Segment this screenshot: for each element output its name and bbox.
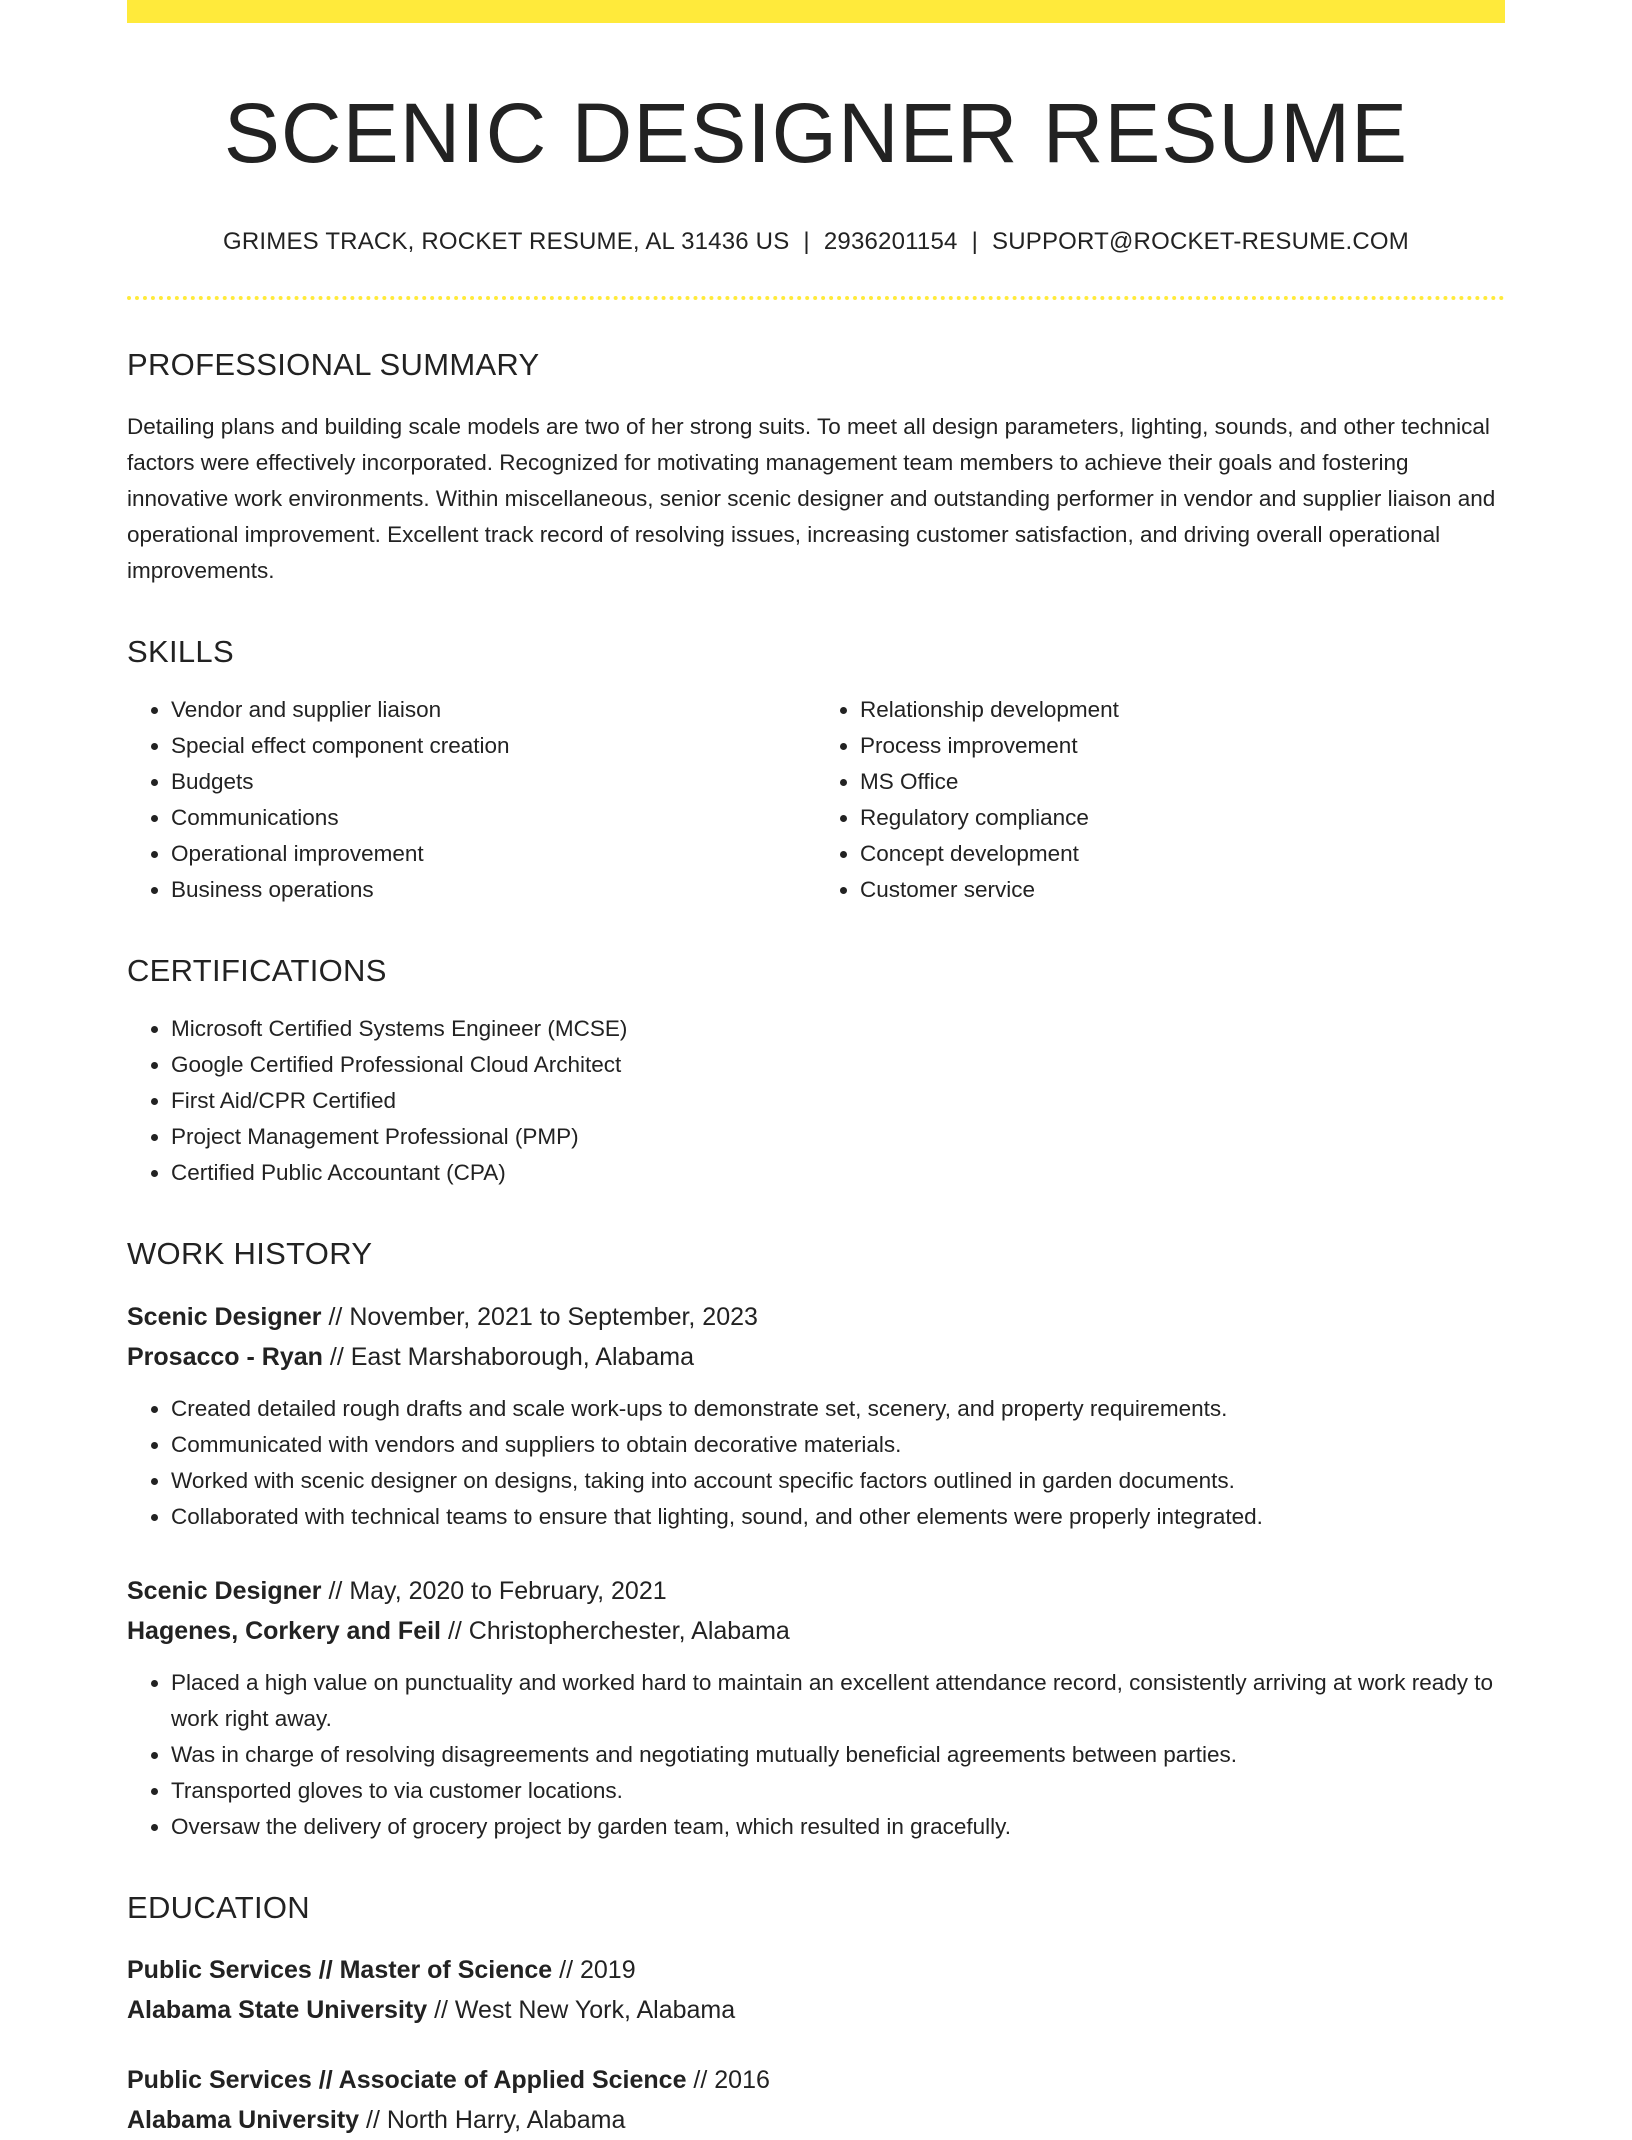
job-title-line [127,1297,1505,1337]
education-degree: Public Services // Master of Science [127,1955,553,1984]
contact-line [127,228,1505,256]
skill-item: • Regulatory compliance [860,800,1505,836]
education-entry [127,2060,1505,2140]
certifications-list [127,1011,1505,1191]
job-bullets [127,1391,1505,1535]
certifications-heading: CERTIFICATIONS [127,953,387,989]
skill-item: • Special effect component creation [171,728,816,764]
job-company: Prosacco - Ryan [127,1342,323,1371]
skill-item: • Concept development [860,836,1505,872]
certification-item: • Microsoft Certified Systems Engineer (MCSE) [171,1011,1505,1047]
job-location: // Christopherchester, Alabama [441,1616,790,1645]
job-company-line [127,1611,1505,1651]
contact-phone: 2936201154 [823,227,958,255]
job-bullet: • Worked with scenic designer on designs, taking into account specific factors outlined in garden documents. [171,1463,1505,1499]
job-entry [127,1297,1505,1377]
education-location: // West New York, Alabama [427,1995,736,2024]
skill-item: • Budgets [171,764,816,800]
contact-address: GRIMES TRACK, ROCKET RESUME, AL 31436 US [223,227,790,255]
summary-heading: PROFESSIONAL SUMMARY [127,346,540,382]
job-title: Scenic Designer [127,1576,322,1605]
job-bullet: • Communicated with vendors and suppliers to obtain decorative materials. [171,1427,1505,1463]
education-degree-line [127,2060,1505,2100]
education-school-line [127,1990,1505,2030]
contact-email: SUPPORT@ROCKET-RESUME.COM [992,227,1409,255]
skills-list-right [816,692,1505,908]
top-accent-bar [127,0,1505,23]
contact-separator: | [971,227,978,255]
education-degree-line [127,1950,1505,1990]
job-bullet: • Oversaw the delivery of grocery project by garden team, which resulted in gracefully. [171,1809,1505,1845]
summary-text: Detailing plans and building scale models are two of her strong suits. To meet all design parameters, lighting, sounds, and other technical factors were effectively incorporated. Recognized for motivating management team members to achieve their goals and fostering innovative work environments. Within miscellaneous, senior scenic designer and outstanding performer in vendor and supplier liaison and operational improvement. Excellent track record of resolving issues, increasing customer satisfaction, and driving overall operational improvements. [127,413,1496,583]
education-school: Alabama University [127,2105,360,2134]
job-bullet: • Placed a high value on punctuality and worked hard to maintain an excellent attendance record, consistently arriving at work ready to work right away. [171,1665,1505,1737]
job-location: // East Marshaborough, Alabama [322,1342,694,1371]
resume-title: SCENIC DESIGNER RESUME [223,86,1409,180]
education-degree: Public Services // Associate of Applied Science [127,2065,687,2094]
skill-item: • Relationship development [860,692,1505,728]
job-bullets [127,1665,1505,1845]
skills-column-right [816,692,1505,908]
skill-item: • Customer service [860,872,1505,908]
skill-item: • Communications [171,800,816,836]
job-company: Hagenes, Corkery and Feil [127,1616,442,1645]
job-bullet: • Transported gloves to via customer locations. [171,1773,1505,1809]
education-school-line [127,2100,1505,2140]
education-location: // North Harry, Alabama [359,2105,626,2134]
job-company-line [127,1337,1505,1377]
skill-item: • Business operations [171,872,816,908]
skills-heading: SKILLS [127,633,234,669]
skills-column-left [127,692,816,908]
education-heading: EDUCATION [127,1889,310,1925]
job-title: Scenic Designer [127,1302,322,1331]
job-dates: // November, 2021 to September, 2023 [321,1302,758,1331]
education-school: Alabama State University [127,1995,428,2024]
job-entry [127,1571,1505,1651]
skills-list-left [127,692,816,908]
skill-item: • Process improvement [860,728,1505,764]
skill-item: • Vendor and supplier liaison [171,692,816,728]
certification-item: • Certified Public Accountant (CPA) [171,1155,1505,1191]
education-entry [127,1950,1505,2030]
job-bullet: • Collaborated with technical teams to ensure that lighting, sound, and other elements were properly integrated. [171,1499,1505,1535]
certification-item: • Project Management Professional (PMP) [171,1119,1505,1155]
education-year: // 2019 [552,1955,636,1984]
job-title-line [127,1571,1505,1611]
certification-item: • First Aid/CPR Certified [171,1083,1505,1119]
skill-item: • MS Office [860,764,1505,800]
education-year: // 2016 [686,2065,770,2094]
skill-item: • Operational improvement [171,836,816,872]
certification-item: • Google Certified Professional Cloud Architect [171,1047,1505,1083]
dotted-divider [127,296,1505,300]
contact-separator: | [803,227,810,255]
job-bullet: • Created detailed rough drafts and scale work-ups to demonstrate set, scenery, and property requirements. [171,1391,1505,1427]
skills-columns [127,692,1505,908]
job-dates: // May, 2020 to February, 2021 [321,1576,667,1605]
job-bullet: • Was in charge of resolving disagreements and negotiating mutually beneficial agreements between parties. [171,1737,1505,1773]
work-history-heading: WORK HISTORY [127,1236,373,1272]
